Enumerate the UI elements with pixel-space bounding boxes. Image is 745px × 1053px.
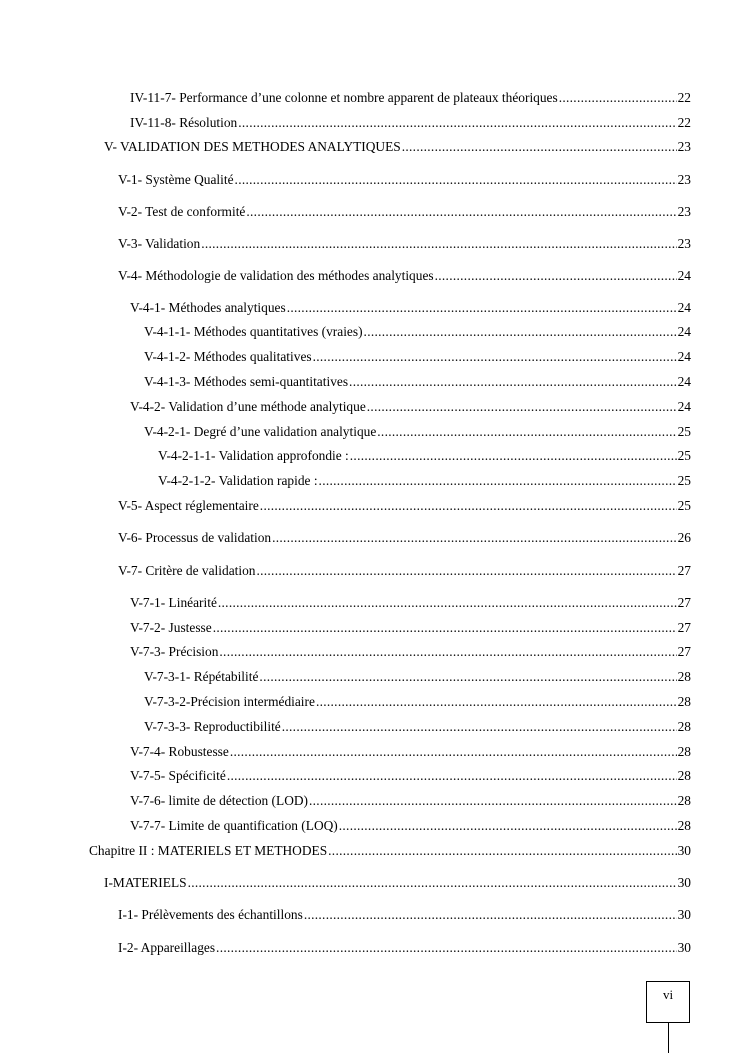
toc-entry[interactable] [158, 472, 691, 490]
toc-entry-page: 22 [677, 90, 691, 105]
toc-entry-page: 28 [677, 818, 691, 833]
toc-leader-dots [235, 171, 677, 189]
toc-entry-page: 24 [677, 399, 691, 414]
toc-entry-page: 28 [677, 744, 691, 759]
toc-leader-dots [339, 817, 677, 835]
toc-leader-dots [272, 529, 677, 547]
toc-entry-title: V-4-2- Validation d’une méthode analytique [130, 399, 366, 414]
page-number-rule [668, 1022, 669, 1053]
toc-entry-title: IV-11-7- Performance d’une colonne et nombre apparent de plateaux théoriques [130, 90, 558, 105]
toc-entry[interactable] [130, 619, 691, 637]
toc-entry-page: 23 [677, 139, 691, 154]
toc-leader-dots [256, 562, 676, 580]
toc-entry[interactable] [118, 235, 691, 253]
toc-leader-dots [559, 89, 677, 107]
toc-entry-title: V-3- Validation [118, 236, 201, 251]
toc-entry-title: V-7-4- Robustesse [130, 744, 229, 759]
toc-entry[interactable] [104, 138, 691, 156]
toc-entry-page: 30 [677, 940, 691, 955]
toc-entry-page: 24 [677, 374, 691, 389]
toc-leader-dots [319, 472, 677, 490]
toc-leader-dots [435, 267, 677, 285]
toc-entry-page: 24 [677, 268, 691, 283]
toc-entry-title: V-7-1- Linéarité [130, 595, 217, 610]
toc-entry-title: V-4- Méthodologie de validation des méthodes analytiques [118, 268, 434, 283]
toc-leader-dots [218, 594, 677, 612]
toc-entry-title: V-5- Aspect réglementaire [118, 498, 259, 513]
toc-leader-dots [316, 693, 677, 711]
toc-entry-page: 28 [677, 793, 691, 808]
toc-entry[interactable] [130, 114, 691, 132]
toc-leader-dots [309, 792, 677, 810]
toc-leader-dots [246, 203, 676, 221]
toc-entry-title: I-1- Prélèvements des échantillons [118, 907, 303, 922]
toc-entry-title: V-7-2- Justesse [130, 620, 212, 635]
toc-entry-page: 30 [677, 907, 691, 922]
toc-entry-title: V-7-3-1- Répétabilité [144, 669, 259, 684]
toc-entry-page: 23 [677, 204, 691, 219]
toc-leader-dots [201, 235, 676, 253]
toc-leader-dots [313, 348, 677, 366]
toc-entry-title: V-4-2-1-2- Validation rapide : [158, 473, 318, 488]
toc-entry-page: 28 [677, 719, 691, 734]
toc-entry-page: 27 [677, 644, 691, 659]
toc-leader-dots [230, 743, 677, 761]
toc-entry-page: 22 [677, 115, 691, 130]
toc-leader-dots [367, 398, 677, 416]
toc-entry-title: V-4-1-2- Méthodes qualitatives [144, 349, 312, 364]
toc-leader-dots [364, 323, 677, 341]
toc-entry-title: V-7-6- limite de détection (LOD) [130, 793, 308, 808]
toc-entry[interactable] [130, 89, 691, 107]
toc-entry-title: V-7-5- Spécificité [130, 768, 226, 783]
toc-entry-title: V-4-2-1-1- Validation approfondie : [158, 448, 349, 463]
toc-entry-page: 25 [677, 424, 691, 439]
toc-leader-dots [350, 447, 677, 465]
toc-entry[interactable] [118, 203, 691, 221]
toc-entry-title: V-4-1- Méthodes analytiques [130, 300, 286, 315]
toc-leader-dots [238, 114, 676, 132]
toc-entry[interactable] [130, 743, 691, 761]
toc-entry[interactable] [118, 939, 691, 957]
toc-entry[interactable] [118, 267, 691, 285]
toc-entry-page: 28 [677, 669, 691, 684]
toc-entry-page: 27 [677, 620, 691, 635]
toc-entry-title: V-4-1-1- Méthodes quantitatives (vraies) [144, 324, 363, 339]
toc-entry[interactable] [144, 323, 691, 341]
toc-entry[interactable] [130, 398, 691, 416]
toc-entry-page: 27 [677, 595, 691, 610]
toc-leader-dots [287, 299, 677, 317]
toc-entry[interactable] [118, 906, 691, 924]
toc-entry-page: 23 [677, 236, 691, 251]
toc-entry-title: V-6- Processus de validation [118, 530, 272, 545]
toc-entry[interactable] [144, 668, 691, 686]
toc-entry-title: V-7-3- Précision [130, 644, 219, 659]
toc-leader-dots [219, 643, 676, 661]
toc-entry[interactable] [118, 562, 691, 580]
toc-leader-dots [259, 668, 676, 686]
toc-entry[interactable] [144, 693, 691, 711]
toc-entry-title: Chapitre II : MATERIELS ET METHODES [89, 843, 328, 858]
toc-leader-dots [213, 619, 677, 637]
toc-entry-page: 27 [677, 563, 691, 578]
toc-entry-page: 28 [677, 768, 691, 783]
toc-entry[interactable] [144, 373, 691, 391]
toc-entry-page: 24 [677, 300, 691, 315]
toc-leader-dots [402, 138, 677, 156]
toc-entry-title: V-4-2-1- Degré d’une validation analytique [144, 424, 377, 439]
toc-entry[interactable] [130, 792, 691, 810]
toc-leader-dots [227, 767, 677, 785]
toc-entry[interactable] [130, 643, 691, 661]
toc-entry-title: V-2- Test de conformité [118, 204, 246, 219]
toc-entry-page: 25 [677, 473, 691, 488]
toc-leader-dots [216, 939, 677, 957]
toc-entry[interactable] [130, 299, 691, 317]
toc-entry-title: V-7-3-3- Reproductibilité [144, 719, 281, 734]
toc-entry-page: 23 [677, 172, 691, 187]
page-number-box [646, 981, 690, 1023]
toc-entry[interactable] [144, 348, 691, 366]
toc-leader-dots [328, 842, 676, 860]
toc-entry-title: V-1- Système Qualité [118, 172, 234, 187]
toc-entry[interactable] [118, 497, 691, 515]
toc-entry[interactable] [118, 171, 691, 189]
toc-entry-page: 26 [677, 530, 691, 545]
toc-entry-page: 24 [677, 349, 691, 364]
toc-leader-dots [304, 906, 677, 924]
toc-entry[interactable] [144, 718, 691, 736]
toc-entry[interactable] [130, 767, 691, 785]
toc-entry[interactable] [144, 423, 691, 441]
toc-leader-dots [282, 718, 677, 736]
toc-entry[interactable] [104, 874, 691, 892]
toc-entry-title: IV-11-8- Résolution [130, 115, 238, 130]
toc-entry[interactable] [130, 817, 691, 835]
toc-entry-title: V- VALIDATION DES METHODES ANALYTIQUES [104, 139, 401, 154]
page-number: vi [662, 987, 674, 1002]
toc-entry-title: V-7- Critère de validation [118, 563, 256, 578]
toc-entry-page: 30 [677, 875, 691, 890]
toc-entry[interactable] [89, 842, 691, 860]
toc-entry[interactable] [130, 594, 691, 612]
toc-entry-title: I-MATERIELS [104, 875, 187, 890]
toc-entry-title: V-7-3-2-Précision intermédiaire [144, 694, 315, 709]
toc-entry[interactable] [118, 529, 691, 547]
toc-leader-dots [188, 874, 677, 892]
toc-entry[interactable] [158, 447, 691, 465]
toc-entry-title: V-7-7- Limite de quantification (LOQ) [130, 818, 338, 833]
toc-entry-page: 24 [677, 324, 691, 339]
toc-leader-dots [260, 497, 677, 515]
toc-entry-page: 30 [677, 843, 691, 858]
toc-leader-dots [377, 423, 676, 441]
toc-entry-title: I-2- Appareillages [118, 940, 216, 955]
toc-leader-dots [349, 373, 677, 391]
toc-entry-page: 25 [677, 498, 691, 513]
toc-entry-page: 28 [677, 694, 691, 709]
toc-entry-title: V-4-1-3- Méthodes semi-quantitatives [144, 374, 349, 389]
toc-entry-page: 25 [677, 448, 691, 463]
